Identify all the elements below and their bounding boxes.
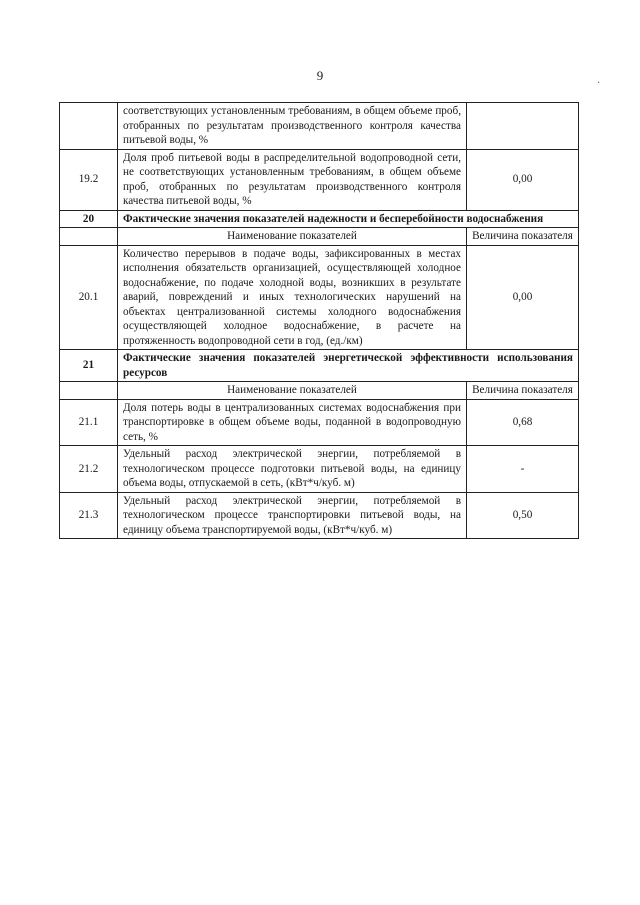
indicator-value-cell: - xyxy=(467,446,579,493)
section-title-cell: Фактические значения показателей надежности и бесперебойности водоснабжения xyxy=(118,210,579,228)
indicator-value-cell: 0,00 xyxy=(467,149,579,210)
indicator-name-cell: Количество перерывов в подаче воды, зафиксированных в местах исполнения обязательств организацией, осуществляющей холодное водоснабжение, по подаче холодной воды, возникших в результате аварий, повреждений и иных технологических нарушений на объектах централизованной системы холодного водоснабжения осуществляющей холодное водоснабжение, в расчете на протяженность водопроводной сети в год, (ед./км) xyxy=(118,245,467,350)
row-number-cell: 20.1 xyxy=(60,245,118,350)
header-number-cell xyxy=(60,382,118,400)
table-row-21-1 xyxy=(60,399,579,446)
table-row-20-1 xyxy=(60,245,579,350)
indicator-value-cell: 0,00 xyxy=(467,245,579,350)
table-row-continuation xyxy=(60,103,579,150)
table-row-21-3 xyxy=(60,492,579,539)
indicator-name-cell: Доля проб питьевой воды в распределительной водопроводной сети, не соответствующих установленным требованиям, в общем объеме проб, отобранных по результатам производственного контроля качества питьевой воды, % xyxy=(118,149,467,210)
indicator-name-cell: Доля потерь воды в централизованных системах водоснабжения при транспортировке в общем объеме воды, поданной в водопроводную сеть, % xyxy=(118,399,467,446)
section-row-20 xyxy=(60,210,579,228)
indicator-name-cell: Удельный расход электрической энергии, потребляемой в технологическом процессе транспортировки питьевой воды, на единицу объема транспортируемой воды, (кВт*ч/куб. м) xyxy=(118,492,467,539)
row-number-cell xyxy=(60,103,118,150)
header-value-cell: Величина показателя xyxy=(467,382,579,400)
header-value-cell: Величина показателя xyxy=(467,228,579,246)
indicator-name-cell: соответствующих установленным требованиям, в общем объеме проб, отобранных по результатам производственного контроля качества питьевой воды, % xyxy=(118,103,467,150)
row-number-cell: 21.1 xyxy=(60,399,118,446)
section-number-cell: 20 xyxy=(60,210,118,228)
section-row-21 xyxy=(60,350,579,382)
indicator-name-cell: Удельный расход электрической энергии, потребляемой в технологическом процессе подготовки питьевой воды, на единицу объема воды, отпускаемой в сеть, (кВт*ч/куб. м) xyxy=(118,446,467,493)
section-title-cell: Фактические значения показателей энергетической эффективности использования ресурсов xyxy=(118,350,579,382)
header-row-21 xyxy=(60,382,579,400)
header-name-cell: Наименование показателей xyxy=(118,228,467,246)
header-name-cell: Наименование показателей xyxy=(118,382,467,400)
header-row-20 xyxy=(60,228,579,246)
header-number-cell xyxy=(60,228,118,246)
indicators-table xyxy=(59,102,579,539)
row-number-cell: 21.3 xyxy=(60,492,118,539)
indicator-value-cell: 0,50 xyxy=(467,492,579,539)
section-number-cell: 21 xyxy=(60,350,118,382)
table-row-21-2 xyxy=(60,446,579,493)
indicator-value-cell: 0,68 xyxy=(467,399,579,446)
margin-mark: · xyxy=(597,78,601,89)
row-number-cell: 19.2 xyxy=(60,149,118,210)
row-number-cell: 21.2 xyxy=(60,446,118,493)
indicator-value-cell xyxy=(467,103,579,150)
table-row-19-2 xyxy=(60,149,579,210)
page-number: 9 xyxy=(316,68,324,83)
